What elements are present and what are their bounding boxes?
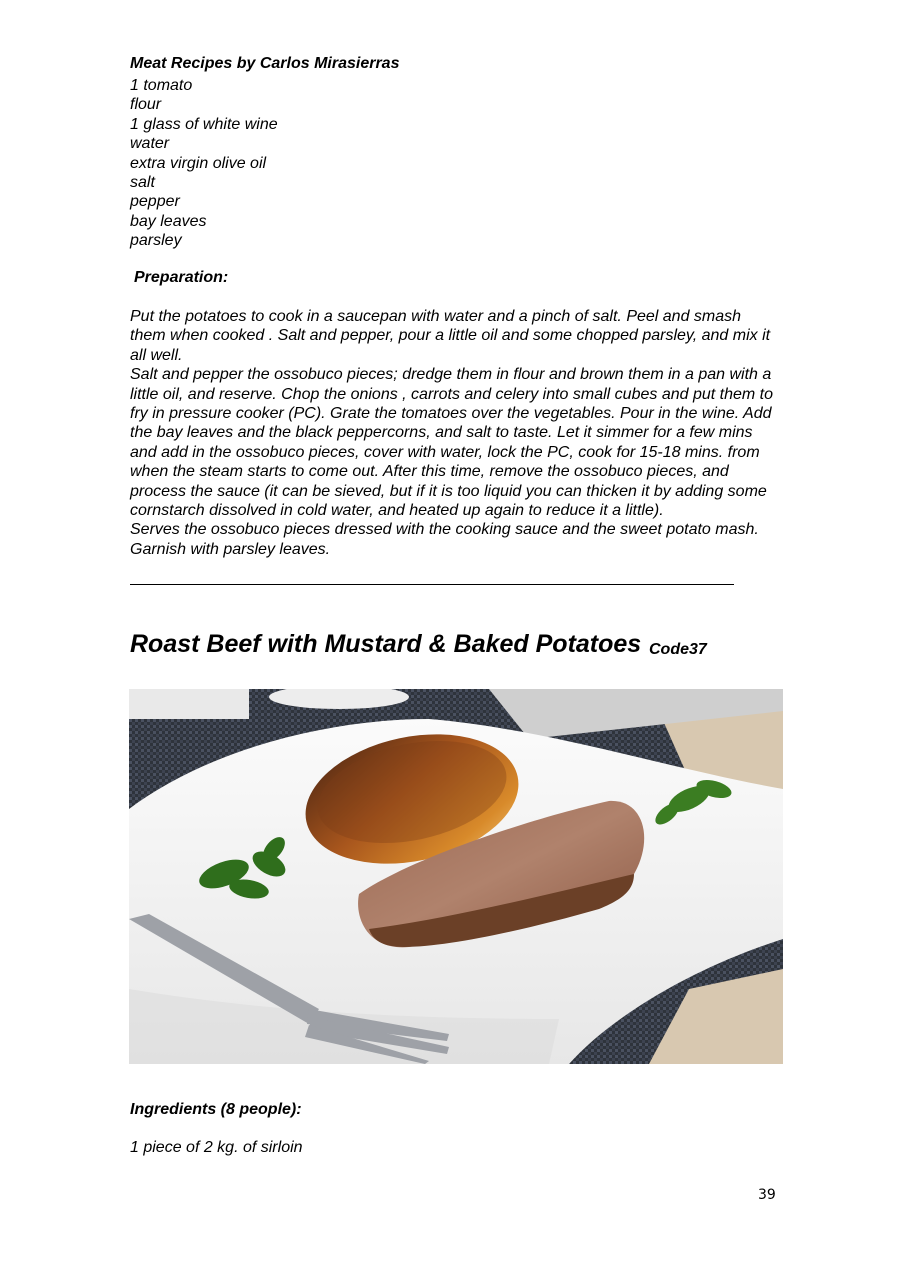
ingredient-item: salt [130, 174, 155, 192]
preparation-paragraph: Serves the ossobuco pieces dressed with the cooking sauce and the sweet potato mash. Garnish with parsley leaves. [130, 521, 759, 558]
ingredient-item: 1 glass of white wine [130, 115, 278, 133]
recipe-code: Code37 [649, 641, 707, 658]
ingredient-item: extra virgin olive oil [130, 154, 267, 172]
page-number: 39 [758, 1187, 776, 1203]
ingredient-list [130, 76, 278, 251]
preparation-paragraph: Put the potatoes to cook in a saucepan with water and a pinch of salt. Peel and smash them when cooked . Salt and pepper, pour a little oil and some chopped parsley, and mix it all well. [130, 308, 771, 364]
ingredient-item: 1 piece of 2 kg. of sirloin [130, 1139, 303, 1156]
preparation-heading: Preparation: [134, 269, 229, 286]
ingredients-heading: Ingredients (8 people): [130, 1101, 302, 1118]
book-header: Meat Recipes by Carlos Mirasierras [130, 55, 400, 72]
ingredient-item: bay leaves [130, 212, 207, 230]
section-divider [130, 584, 734, 585]
ingredient-item: parsley [130, 232, 182, 250]
preparation-body [130, 307, 780, 559]
preparation-paragraph: Salt and pepper the ossobuco pieces; dredge them in flour and brown them in a pan with a little oil, and reserve. Chop the onions , carrots and celery into small cubes and put them to fry in pressure cooker (PC). Grate the tomatoes over the vegetables. Pour in the wine. Add the bay leaves and the black peppercorns, and salt to taste. Let it simmer for a few mins and add in the ossobuco pieces, cover with water, lock the PC, cook for 15-18 mins. from when the steam starts to come out. After this time, remove the ossobuco pieces, and process the sauce (it can be sieved, but if it is too liquid you can thicken it by adding some cornstarch dissolved in cold water, and heated up again to reduce it a little). [130, 366, 774, 520]
recipe-photo [129, 689, 783, 1064]
ingredient-item: 1 tomato [130, 77, 193, 94]
recipe-title: Roast Beef with Mustard & Baked Potatoes [130, 630, 642, 658]
ingredient-item: water [130, 135, 170, 153]
ingredient-item: pepper [130, 193, 180, 211]
ingredient-item: flour [130, 96, 162, 114]
